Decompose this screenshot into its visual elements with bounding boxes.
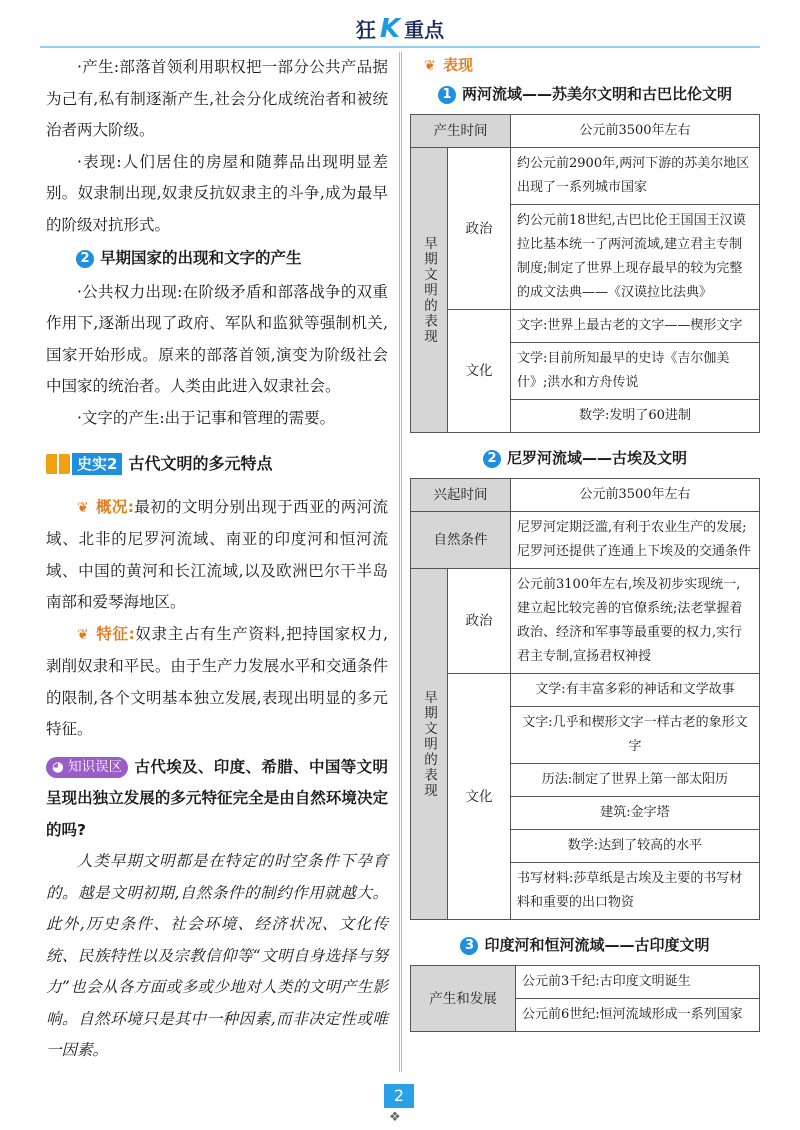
- number-badge: 3: [460, 937, 478, 955]
- subheading-egypt: [410, 447, 760, 468]
- cell-value: 文字:几乎和楔形文字一样古老的象形文字: [511, 707, 760, 764]
- cell-value: 文字:世界上最古老的文字——楔形文字: [511, 310, 760, 343]
- number-badge: 2: [483, 450, 501, 468]
- misconception-tag-text: 知识误区: [68, 758, 123, 775]
- table-row: [411, 115, 760, 148]
- section-heading: [46, 448, 388, 480]
- misconception-question: [46, 752, 388, 847]
- misconception-question-text: 古代埃及、印度、希腊、中国等文明呈现出独立发展的多元特征完全是由自然环境决定的吗?: [46, 757, 388, 839]
- cell-politics-label: 政治: [448, 148, 511, 310]
- cell-label: 产生和发展: [411, 966, 516, 1032]
- cell-culture-label: 文化: [448, 674, 511, 920]
- cell-label: 自然条件: [411, 512, 511, 569]
- cell-label: 兴起时间: [411, 479, 511, 512]
- right-heading: [424, 54, 760, 75]
- left-column: [46, 52, 388, 1067]
- table-egypt: [410, 478, 760, 920]
- cell-value: 公元前3500年左右: [511, 115, 760, 148]
- feature-label: 特征:: [96, 624, 135, 643]
- cell-value: 公元前3100年左右,埃及初步实现统一,建立起比较完善的官僚系统;法老掌握着政治、经济和军事等最重要的权力,实行君主专制,宣扬君权神授: [511, 569, 760, 674]
- table-row: [411, 569, 760, 674]
- cell-value: 公元前3500年左右: [511, 479, 760, 512]
- cell-value: 文学:有丰富多彩的神话和文学故事: [511, 674, 760, 707]
- number-badge: 2: [76, 250, 94, 268]
- overview-label: 概况:: [96, 497, 134, 516]
- table-row: [411, 512, 760, 569]
- right-heading-text: 表现: [442, 56, 473, 74]
- subheading-mesopotamia: [410, 83, 760, 104]
- misconception-box: [46, 752, 388, 1067]
- cell-value: 数学:发明了60进制: [511, 400, 760, 433]
- leaf-icon: ❦: [424, 58, 436, 74]
- cell-label: 产生时间: [411, 115, 511, 148]
- number-badge: 1: [438, 86, 456, 104]
- table-row: [411, 148, 760, 205]
- cell-value: 书写材料:莎草纸是古埃及主要的书写材料和重要的出口物资: [511, 863, 760, 920]
- cell-value: 约公元前2900年,两河下游的苏美尔地区出现了一系列城市国家: [511, 148, 760, 205]
- cell-politics-label: 政治: [448, 569, 511, 674]
- table-mesopotamia: [410, 114, 760, 433]
- cell-value: 建筑:金字塔: [511, 797, 760, 830]
- table-row: [411, 674, 760, 707]
- subheading-india: [410, 934, 760, 955]
- paragraph-overview: [46, 492, 388, 619]
- section-tag: 史实2: [72, 453, 122, 475]
- paragraph-public-power: ·公共权力出现:在阶级矛盾和部落战争的双重作用下,逐渐出现了政府、军队和监狱等强制机关,国家开始形成。原来的部落首领,演变为阶级社会中国家的统治者。人类由此进入奴隶社会。: [46, 282, 388, 395]
- subheading-text: 尼罗河流域——古埃及文明: [506, 449, 687, 467]
- subheading-text: 两河流域——苏美尔文明和古巴比伦文明: [461, 85, 732, 103]
- table-row: [411, 310, 760, 343]
- table-row: [411, 479, 760, 512]
- column-divider: [399, 52, 402, 1072]
- right-column: [410, 52, 760, 1032]
- subheading-text: 印度河和恒河流域——古印度文明: [484, 936, 710, 954]
- cell-value: 数学:达到了较高的水平: [511, 830, 760, 863]
- subheading-early-state: [76, 243, 388, 275]
- header-k-logo: K: [379, 14, 401, 44]
- cell-group-label: 早期文明的表现: [411, 569, 448, 920]
- misconception-answer: 人类早期文明都是在特定的时空条件下孕育的。越是文明初期,自然条件的制约作用就越大。此外,历史条件、社会环境、经济状况、文化传统、民族特性以及宗教信仰等“文明自身选择与努力”也会从各方面或多或少地对人类的文明产生影响。自然环境只是其中一种因素,而非决定性或唯一因素。: [46, 852, 388, 1059]
- header-text-post: 重点: [404, 18, 445, 42]
- paragraph-writing: ·文字的产生:出于记事和管理的需要。: [77, 408, 336, 427]
- cell-value: 尼罗河定期泛滥,有利于农业生产的发展;尼罗河还提供了连通上下埃及的交通条件: [511, 512, 760, 569]
- cell-value: 历法:制定了世界上第一部太阳历: [511, 764, 760, 797]
- cell-culture-label: 文化: [448, 310, 511, 433]
- header-text-pre: 狂: [355, 18, 376, 42]
- page-number: 2: [384, 1084, 414, 1108]
- misconception-tag: ◕ 知识误区: [46, 757, 128, 778]
- section-title: 古代文明的多元特点: [128, 454, 273, 473]
- cell-value: 文学:目前所知最早的史诗《吉尔伽美什》;洪水和方舟传说: [511, 343, 760, 400]
- bird-icon: ❖: [389, 1110, 401, 1125]
- book-icon: [46, 454, 70, 474]
- cell-value: 公元前3千纪:古印度文明诞生: [516, 966, 760, 999]
- overview-text: 最初的文明分别出现于西亚的两河流域、北非的尼罗河流域、南亚的印度河和恒河流域、中国的黄河和长江流域,以及欧洲巴尔干半岛南部和爱琴海地区。: [46, 497, 388, 611]
- subheading-text: 早期国家的出现和文字的产生: [100, 249, 302, 267]
- paragraph-origin: ·产生:部落首领利用职权把一部分公共产品据为己有,私有制逐渐产生,社会分化成统治者和被统治者两大阶级。: [46, 58, 388, 139]
- page-header: [0, 14, 800, 44]
- leaf-icon: ❦: [77, 626, 89, 643]
- cell-value: 约公元前18世纪,古巴比伦王国国王汉谟拉比基本统一了两河流域,建立君主专制制度;制定了世界上现存最早的较为完整的成文法典——《汉谟拉比法典》: [511, 205, 760, 310]
- paragraph-manifestation: ·表现:人们居住的房屋和随葬品出现明显差别。奴隶制出现,奴隶反抗奴隶主的斗争,成为最早的阶级对抗形式。: [46, 152, 388, 234]
- table-india: [410, 965, 760, 1032]
- leaf-icon: ❦: [77, 499, 89, 516]
- feature-text: 奴隶主占有生产资料,把持国家权力,剥削奴隶和平民。由于生产力发展水平和交通条件的限制,各个文明基本独立发展,表现出明显的多元特征。: [46, 624, 389, 738]
- table-row: [411, 966, 760, 999]
- paragraph-feature: [46, 619, 388, 746]
- header-rule: [40, 46, 760, 48]
- cell-group-label: 早期文明的表现: [411, 148, 448, 433]
- cell-value: 公元前6世纪:恒河流域形成一系列国家: [516, 999, 760, 1032]
